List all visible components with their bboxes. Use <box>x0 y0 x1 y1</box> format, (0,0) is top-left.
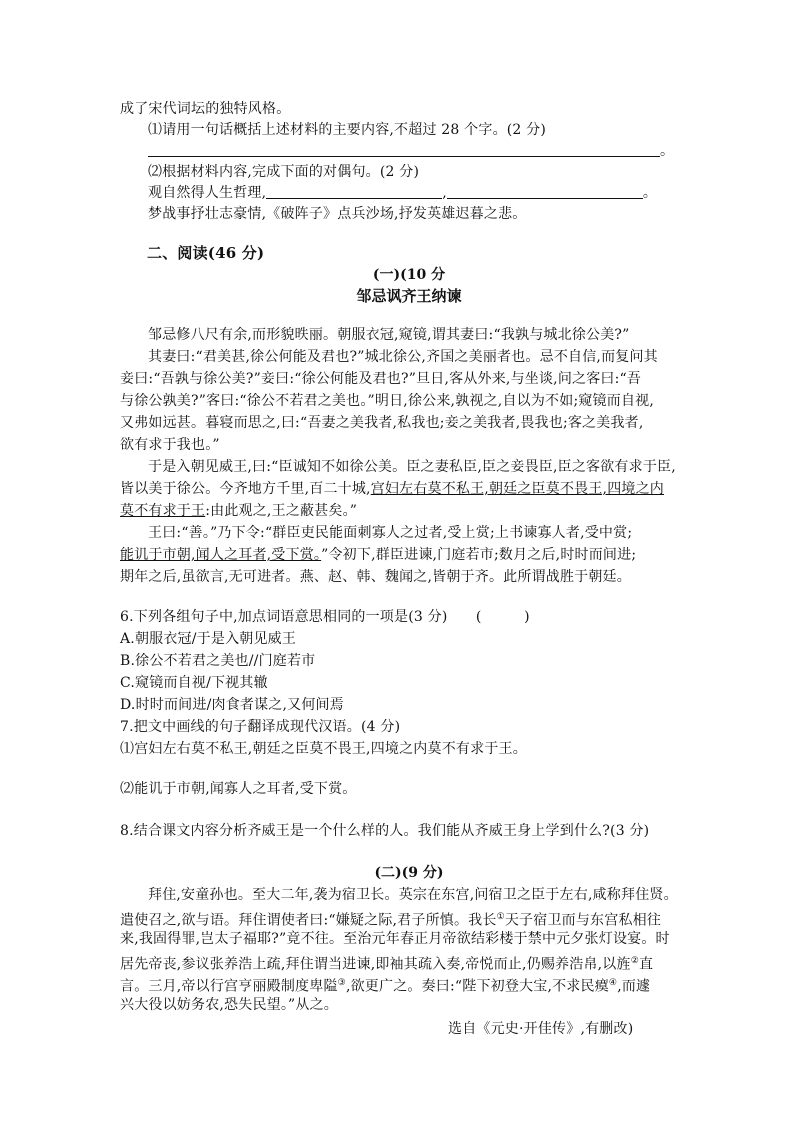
text-line <box>120 908 661 930</box>
question-7-1: ⑴宫妇左右莫不私王,朝廷之臣莫不畏王,四境之内莫不有求于王。 <box>120 741 527 757</box>
text-span: 言。三月,帝以行宫亨丽殿制度卑隘 <box>120 978 338 995</box>
text-line: 欲有求于我也。” <box>120 437 220 453</box>
footnote-mark: ② <box>630 956 639 966</box>
source-citation: 选自《元史·开佳传》,有删改) <box>448 1021 634 1037</box>
text-line: 王曰:“善。”乃下令:“群臣吏民能面刺寡人之过者,受上赏;上书谏寡人者,受中赏; <box>148 525 633 541</box>
footnote-mark: ④ <box>608 978 618 988</box>
question-8: 8.结合课文内容分析齐威王是一个什么样的人。我们能从齐威王身上学到什么?(3 分) <box>120 823 650 839</box>
option-d: D.时时而间进/肉食者谋之,又何间焉 <box>120 697 344 713</box>
part1-number: (一)(10 分 <box>372 267 446 283</box>
text-line: 与徐公孰美?”客曰:“徐公不若君之美也。”明日,徐公来,孰视之,自以为不如;窥镜而自视, <box>120 393 655 409</box>
text-span: 遣使召之,欲与语。拜住谓使者曰:“嫌疑之际,君子所慎。我长 <box>120 912 497 929</box>
couplet-blank-2[interactable] <box>447 184 643 199</box>
text-line: 拜住,安童孙也。至大二年,袭为宿卫长。英宗在东宫,问宿卫之臣于左右,咸称拜住贤。 <box>148 887 678 903</box>
text-span: :由此观之,王之蔽甚矣。” <box>205 503 358 519</box>
text-span: ,而遽 <box>617 978 651 995</box>
question-2: ⑵根据材料内容,完成下面的对偶句。(2 分) <box>148 164 420 180</box>
text-line <box>120 974 650 996</box>
couplet-prefix: 观自然得人生哲理, <box>148 185 267 201</box>
option-c: C.窥镜而自视/下视其辙 <box>120 675 268 691</box>
question-7: 7.把文中画线的句子翻译成现代汉语。(4 分) <box>120 719 401 735</box>
text-span: 天子宿卫而与东宫私相往 <box>504 912 662 929</box>
couplet-line-2: 梦战事抒壮志豪情,《破阵子》点兵沙场,抒发英雄迟暮之悲。 <box>148 206 527 222</box>
intro-line: 成了宋代词坛的独特风格。 <box>120 101 291 117</box>
text-line <box>120 502 357 520</box>
punct: 。 <box>642 185 658 201</box>
couplet-line-1 <box>148 184 657 202</box>
text-span: ”令初下,群臣进谏,门庭若市;数月之后,时时而间进; <box>321 547 637 563</box>
text-line: 又弗如远甚。暮寝而思之,曰:“吾妻之美我者,私我也;妾之美我者,畏我也;客之美我者, <box>120 415 644 431</box>
punct: , <box>442 185 447 201</box>
part2-number: (二)(9 分) <box>374 865 444 881</box>
answer-line-1 <box>148 142 674 160</box>
question-6: 6.下列各组句子中,加点词语意思相同的一项是(3 分) ( ) <box>120 609 530 625</box>
text-span: 直 <box>638 956 654 973</box>
text-line: 兴大役以妨务农,恐失民望。”从之。 <box>120 997 339 1013</box>
option-b: B.徐公不若君之美也//门庭若市 <box>120 653 316 669</box>
option-a: A.朝服衣冠/于是入朝见威王 <box>120 631 297 647</box>
underlined-sentence: 宫妇左右莫不私王,朝廷之臣莫不畏王,四境之内 <box>370 481 665 497</box>
text-line: 来,我固得罪,岂太子福耶?”竟不往。至治元年春正月帝欲结彩楼于禁中元夕张灯设宴。时 <box>120 931 670 947</box>
text-line <box>120 480 664 498</box>
question-7-2: ⑵能讥于市朝,闻寡人之耳者,受下赏。 <box>120 781 357 797</box>
text-span: 居先帝丧,参议张养浩上疏,拜住谓当进谏,即袖其疏入奏,帝悦而止,仍赐养浩帛,以旌 <box>120 956 631 973</box>
section-heading: 二、阅读(46 分) <box>147 244 265 262</box>
text-line <box>120 546 636 564</box>
answer-blank[interactable] <box>148 142 660 157</box>
couplet-blank-1[interactable] <box>266 184 442 199</box>
underlined-sentence: 莫不有求于王 <box>120 503 206 519</box>
footnote-mark: ③ <box>337 978 346 988</box>
text-line: 妾曰:“吾孰与徐公美?”妾曰:“徐公何能及君也?”旦日,客从外来,与坐谈,问之客曰:“吾 <box>120 371 642 387</box>
text-line: 于是入朝见威王,曰:“臣诚知不如徐公美。臣之妻私臣,臣之妾畏臣,臣之客欲有求于臣, <box>148 459 676 475</box>
footnote-mark: ① <box>496 912 505 922</box>
text-line <box>120 952 653 974</box>
underlined-sentence: 能讥于市朝,闻人之耳者,受下赏。 <box>120 547 322 563</box>
text-span: ,欲更广之。奏曰:“陛下初登大宝,不求民瘼 <box>345 978 609 995</box>
text-line: 其妻曰:“君美甚,徐公何能及君也?”城北徐公,齐国之美丽者也。忌不自信,而复问其 <box>148 349 658 365</box>
text-line: 邹忌修八尺有余,而形貌昳丽。朝服衣冠,窥镜,谓其妻曰:“我孰与城北徐公美?” <box>148 327 630 343</box>
punct: 。 <box>660 143 675 159</box>
part1-title: 邹忌讽齐王纳谏 <box>356 287 462 305</box>
text-span: 皆以美于徐公。今齐地方千里,百二十城, <box>120 481 371 497</box>
question-1: ⑴请用一句话概括上述材料的主要内容,不超过 28 个字。(2 分) <box>148 122 547 138</box>
text-line: 期年之后,虽欲言,无可进者。燕、赵、韩、魏闻之,皆朝于齐。此所谓战胜于朝廷。 <box>120 569 631 585</box>
